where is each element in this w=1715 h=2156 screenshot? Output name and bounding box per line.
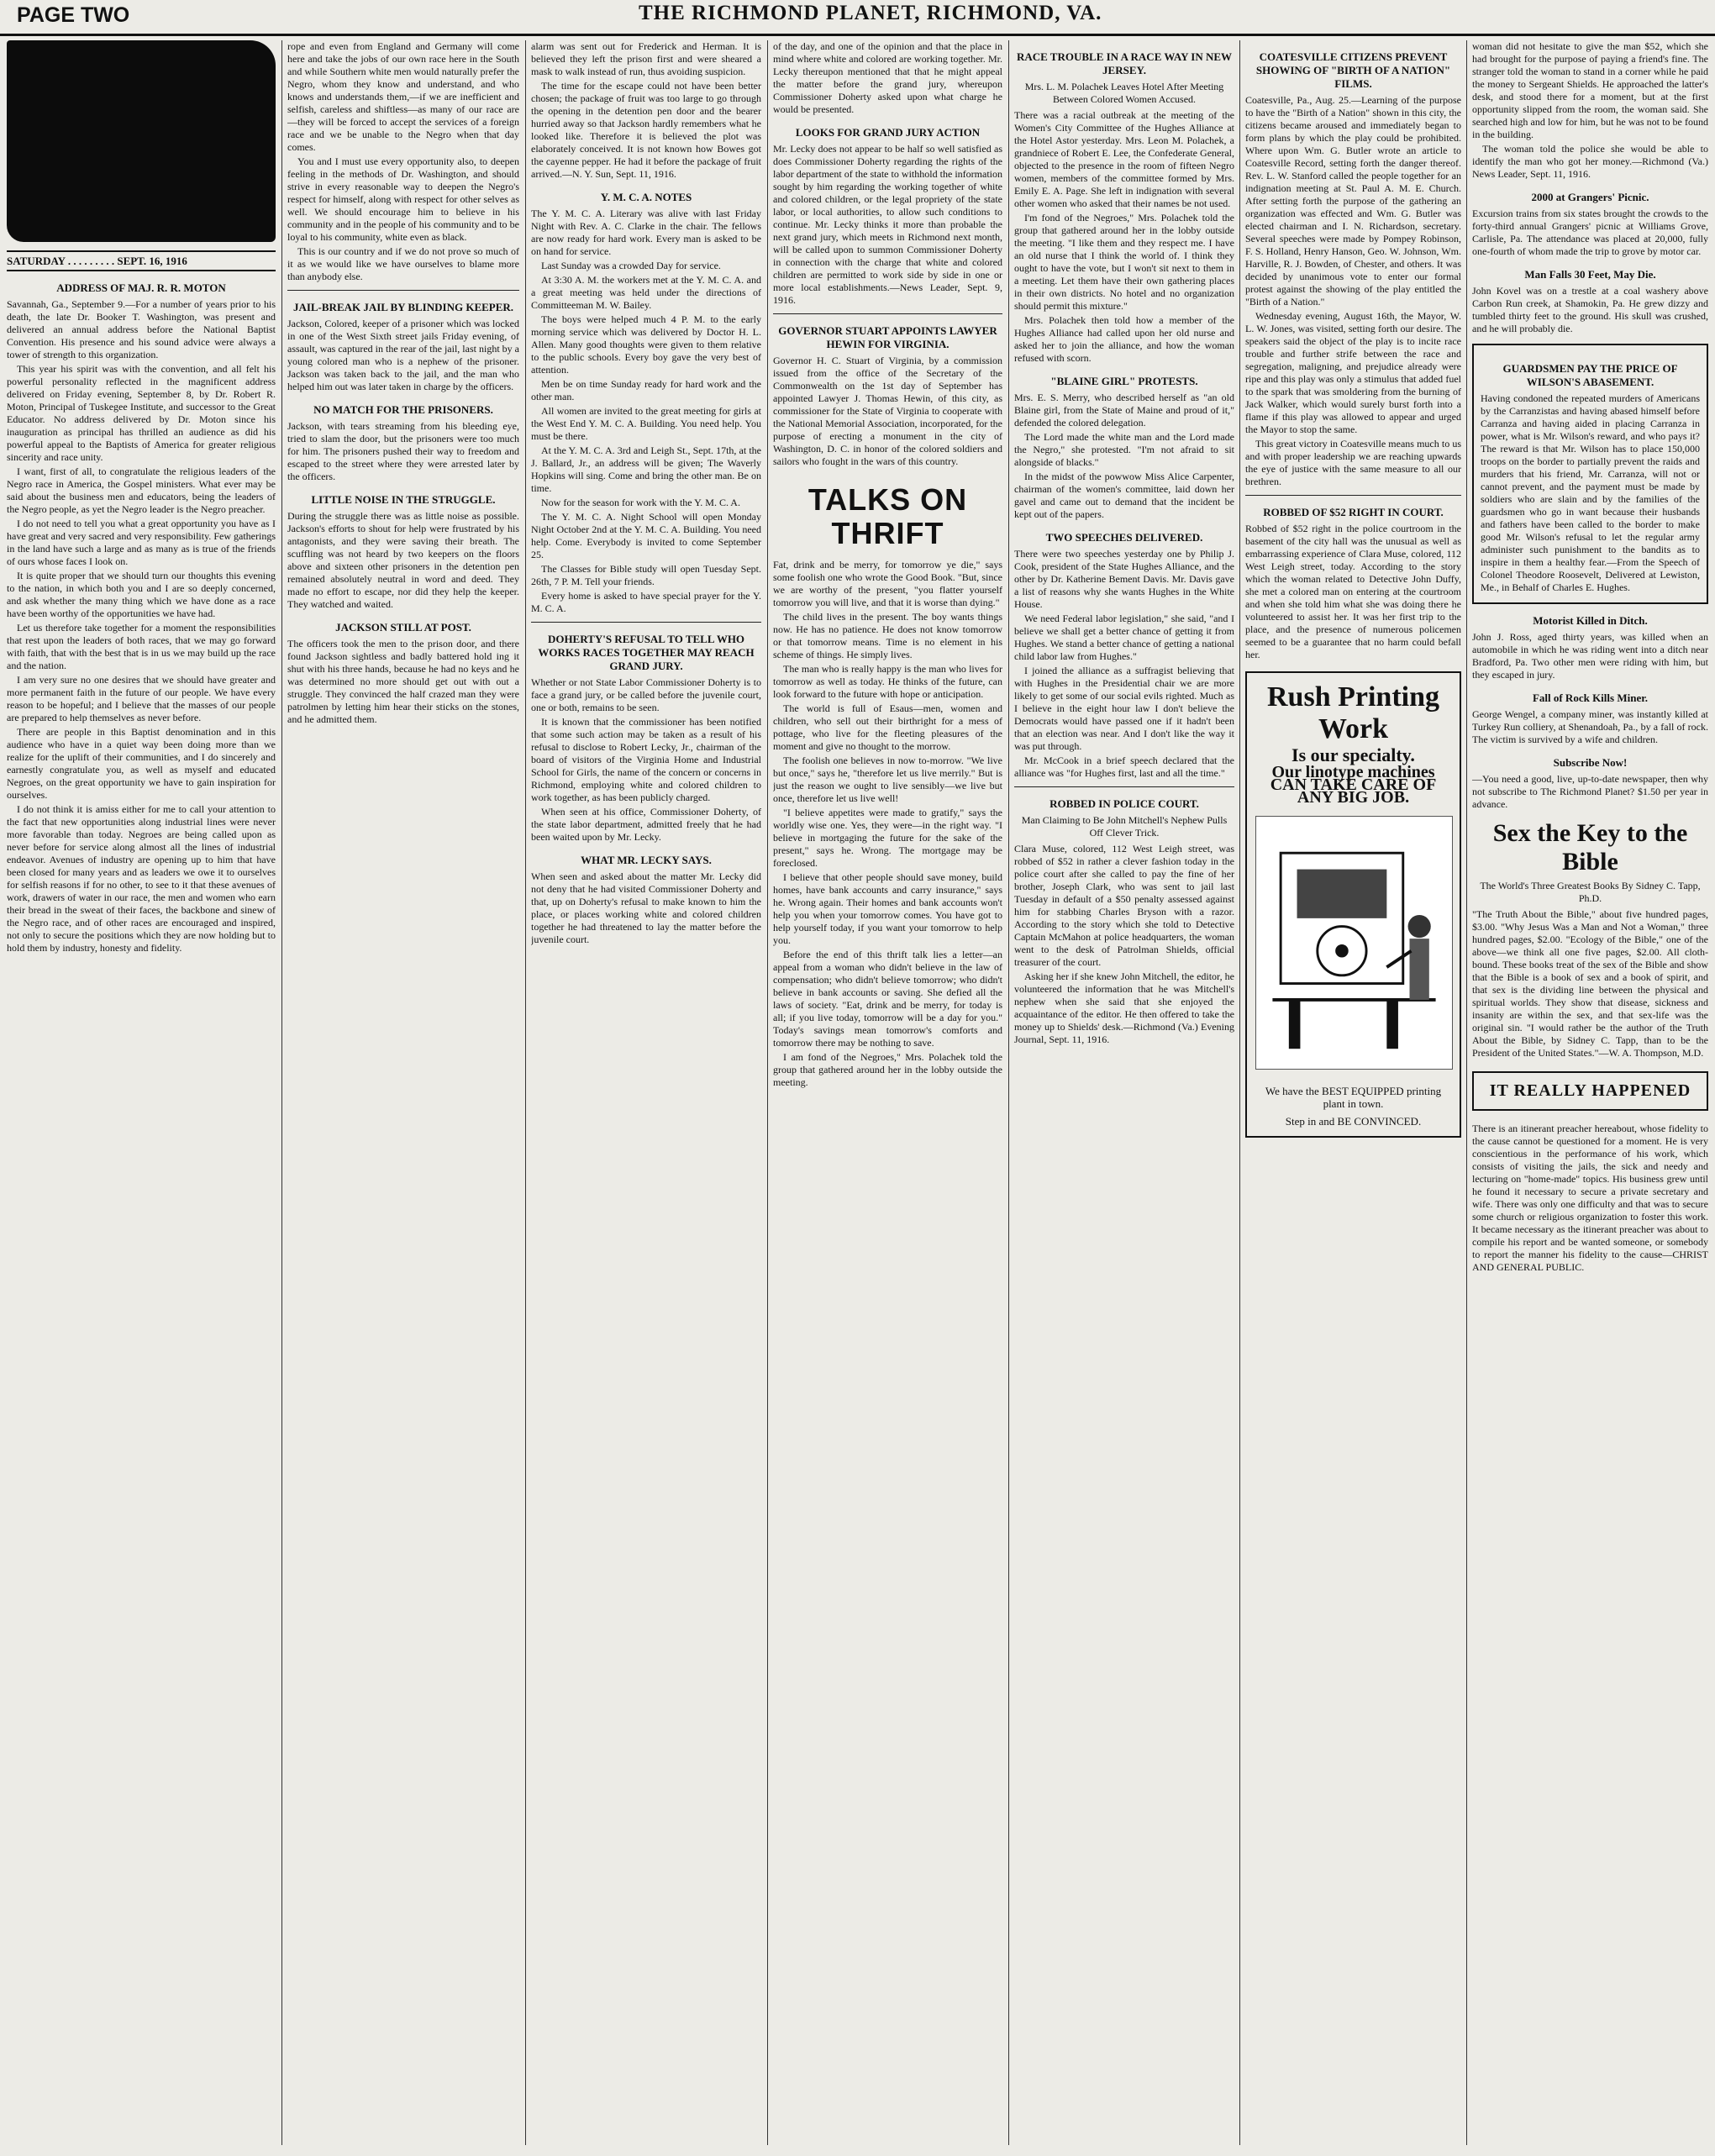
paragraph: Whether or not State Labor Commissioner Doherty is to face a grand jury, or be called before the juvenile court, one or both, remains to be seen. xyxy=(531,676,761,713)
headline-subscribe: Subscribe Now! xyxy=(1553,756,1628,769)
subheadline: The World's Three Greatest Books By Sidney C. Tapp, Ph.D. xyxy=(1480,880,1701,904)
page-number: PAGE TWO xyxy=(17,3,130,27)
guardsmen-box xyxy=(1472,344,1708,604)
paragraph: Before the end of this thrift talk lies a letter—an appeal from a woman who didn't believe in the law of compensation; who didn't believe tomorrow; who didn't believe in bank accounts or saving. She defied all the laws of society. "Eat, drink and be merry, for today is all; if you live today, tomorrow will be a day for you." Today's savings mean tomorrow's comforts and tomorrow there may be nothing to save. xyxy=(773,949,1002,1049)
paragraph: —You need a good, live, up-to-date newspaper, then why not subscribe to The Richmond Planet? $1.50 per year in advance. xyxy=(1472,773,1708,810)
column-5 xyxy=(1014,40,1234,2145)
paragraph: It is quite proper that we should turn our thoughts this evening to the nation, in which both you and I are so deeply concerned, and ask whether the many thing which we have done as a race have been worthy of the opportunities we have had. xyxy=(7,570,276,619)
paragraph: George Wengel, a company miner, was instantly killed at Turkey Run colliery, at Shenandoah, Pa., by a fall of rock. The victim is survived by a wife and children. xyxy=(1472,708,1708,745)
subheadline: Mrs. L. M. Polachek Leaves Hotel After Meeting Between Colored Women Accused. xyxy=(1024,81,1224,105)
headline-two-speeches: TWO SPEECHES DELIVERED. xyxy=(1045,531,1203,544)
section-rule xyxy=(1245,495,1461,496)
paragraph: The Classes for Bible study will open Tuesday Sept. 26th, 7 P. M. Tell your friends. xyxy=(531,563,761,587)
headline-talks-on-thrift: TALKS ON THRIFT xyxy=(808,482,968,550)
rush-printing-ad xyxy=(1245,671,1461,1138)
paragraph: Mr. Lecky does not appear to be half so well satisfied as does Commissioner Doherty regarding the rights of the labor department of the state to withhold the information sought by him regarding the working together of white and colored children, or the legal propriety of the state labor, or local authorities, to allow such conditions to continue. Mr. Lecky thinks it more than probable the next grand jury, which meets in Richmond next month, will be called upon to summon Commissioner Doherty in connection with the charge that white and colored children are permitted to work side by side in one or more local establishments.—News Leader, Sept. 9, 1916. xyxy=(773,143,1002,306)
headline-grangers: 2000 at Grangers' Picnic. xyxy=(1531,191,1649,203)
paragraph: The child lives in the present. The boy wants things now. He has no patience. He does not know tomorrow or that tomorrow means. Time is no element in his scheme of things. He simply lives. xyxy=(773,611,1002,660)
headline-governor: GOVERNOR STUART APPOINTS LAWYER HEWIN FOR VIRGINIA. xyxy=(778,324,997,350)
paragraph: The officers took the men to the prison door, and there found Jackson sightless and badly battered hold ing it shut with his three hands, because he had no keys and he was determined no more should get out with out a struggle. They convinced the half crazed man they were patrolmen by letting him hear their sticks on the stones, and he admitted them. xyxy=(287,638,519,725)
paragraph: The foolish one believes in now to-morrow. "We live but once," says he, "therefore let us live merrily." But is just the reason we ought to live sensibly—we live but once, therefore let us live well! xyxy=(773,755,1002,804)
paragraph: It is known that the commissioner has been notified that some such action may be taken as a result of his refusal to disclose to Robert Lecky, Jr., chairman of the board of visitors of the Virginia Home and Industrial School for Girls, the name of the concern or concerns in Richmond, employing white and colored children to work together, as has been publicly charged. xyxy=(531,716,761,803)
paragraph: There are people in this Baptist denomination and in this audience who have in a quiet way been doing more than we realize for the uplift of their communities, and I do sincerely and earnestly congratulate you, as well as myself and educated Negroes, on the great opportunity we have to gain inspiration for ourselves. xyxy=(7,726,276,801)
paragraph: Men be on time Sunday ready for hard work and the other man. xyxy=(531,378,761,402)
paragraph: Robbed of $52 right in the police courtroom in the basement of the city hall was the unusual as well as embarrassing experience of Clara Muse, colored, 112 West Leigh street, today. According to the story which the woman related to Detective John Duffy, she met a colored man on entering at the courtroom and when she told him what she was doing there he volunteered to assist her. It was her first trip to the place, and the presence of numerous policemen seemed to be a guarantee that no harm could befall her. xyxy=(1245,523,1461,660)
paragraph: I am fond of the Negroes," Mrs. Polachek told the group that gathered around her in the lobby outside the meeting. xyxy=(773,1051,1002,1088)
paragraph: Jackson, Colored, keeper of a prisoner which was locked in one of the West Sixth street jails Friday evening, of assault, was captured in the rear of the jail, last night by a young colored man who is a nephew of the prisoner. Jackson was taken back to the jail, and the man who helped him out was later taken in charge by the officers. xyxy=(287,318,519,392)
section-rule xyxy=(773,313,1002,314)
subheadline: Man Claiming to Be John Mitchell's Nephew Pulls Off Clever Trick. xyxy=(1021,814,1228,839)
paragraph: Governor H. C. Stuart of Virginia, by a commission issued from the office of the Secretary of the Commonwealth on the 1st day of September has appointed Lawyer J. Thomas Hewin, of this city, as commissioner for the State of Virginia to cooperate with the National Memorial Association, incorporated, for the purpose of erecting a monument in the city of Washington, D. C. in honor of the colored soldiers and sailors who fought in the wars of this country. xyxy=(773,355,1002,467)
ad-convinced: Step in and BE CONVINCED. xyxy=(1285,1115,1422,1128)
headline-blaine-girl: "BLAINE GIRL" PROTESTS. xyxy=(1050,375,1198,387)
paragraph: Mrs. Polachek then told how a member of the Hughes Alliance had called upon her old nurse and asked her to join the alliance, and how the woman refused with scorn. xyxy=(1014,314,1234,364)
headline-grand-jury: LOOKS FOR GRAND JURY ACTION xyxy=(795,126,981,139)
paragraph: Wednesday evening, August 16th, the Mayor, W. L. W. Jones, was visited, setting forth our desire. The speakers said the object of the play is to incite race trouble and further strife between the race and segregation, maligning, and prejudice already were ripe and this play was only a stimulus that added fuel to the spark that was smoldering from the burning of Jack Walker, which would surely burst forth into a flame if this play was allowed to appear and urged the Mayor to stop the same. xyxy=(1245,310,1461,435)
masthead xyxy=(0,0,1715,36)
column-divider xyxy=(767,40,768,2145)
paragraph: We need Federal labor legislation," she said, "and I believe we shall get a better chance of getting it from Hughes. We stand a better chance of getting a national child labor law from Hughes." xyxy=(1014,613,1234,662)
paragraph: Excursion trains from six states brought the crowds to the forty-third annual Grangers' picnic at Williams Grove, Carlisle, Pa. The attendance was placed at 20,000, fully one-fourth of whom made the trip to grove by motor car. xyxy=(1472,208,1708,257)
paragraph: You and I must use every opportunity also, to deepen feeling in the methods of Dr. Washington, and should strive in every reasonable way to deepen the Negro's respect for himself, along with respect for other selves as well. We should encourage him to believe in his community and in the people of his community and to be loyal to his community, white even as black. xyxy=(287,155,519,243)
paragraph: Coatesville, Pa., Aug. 25.—Learning of the purpose to have the "Birth of a Nation" shown in this city, the citizens became aroused and immediately began to form plans by which the play could be prohibited. Where upon Wm. G. Butler wrote an article to Coatesville Record, setting forth the danger thereof. Rev. L. W. Stanford called the people together for an indignation meeting at St. Paul A. M. E. Church. After setting forth the purpose of the gathering an organization was effected and Wm. G. Butler was elected chairman and I. N. Richardson, secretary. Several speeches were made by Pompey Robinson, F. S. Holland, Henry Hanson, Geo. W. Johnson, Wm. Harville, R. J. Bowden, of Chester, and others. It was decided by unanimous vote to enter our formal protest against the showing of the play entitled the "Birth of a Nation." xyxy=(1245,94,1461,308)
paragraph: woman did not hesitate to give the man $52, which she had brought for the purpose of paying a friend's fine. The stranger told the woman to stand in a corner while he paid the money to Sergeant Shields. He approached the latter's desk, and stood there for a moment, but at the first opportunity slipped from the room, the woman said. She searched high and low for him, but he was not to be found in the building. xyxy=(1472,40,1708,140)
paragraph: John J. Ross, aged thirty years, was killed when an automobile in which he was riding went into a ditch near Bradford, Pa. Two other men were riding with him, but they escaped in jury. xyxy=(1472,631,1708,681)
headline-it-really-happened: IT REALLY HAPPENED xyxy=(1472,1071,1708,1111)
headline-motorist: Motorist Killed in Ditch. xyxy=(1533,614,1648,627)
paragraph: Having condoned the repeated murders of Americans by the Carranzistas and having abased himself before Carranza and having aided in placing Carranza in power, what is Mr. Wilson's reward, and who pays it? The reward is that Mr. Wilson has to place 150,000 troops on the border to partially prevent the raids and murders that his friend, Mr. Carranza, will not or cannot prevent, and the payment must be made by soldiers who are slain and by the families of the guardsmen who go in want because their husbands and fathers have been called to the border to make good Mr. Wilson's refusal to let the regular army administer such punishment to the bandits as to inspire in them a healthy fear.—From the Speech of Colonel Theodore Roosevelt, Delivered at Lewiston, Me., in Behalf of Charles E. Hughes. xyxy=(1481,392,1700,593)
section-rule xyxy=(531,622,761,623)
paragraph: At 3:30 A. M. the workers met at the Y. M. C. A. and a great meeting was held under the directions of Committeeman M. W. Bailey. xyxy=(531,274,761,311)
paragraph: This great victory in Coatesville means much to us and with proper leadership we are reaching upwards the eye of justice with the same measure to all our brethren. xyxy=(1245,438,1461,487)
paragraph: "The Truth About the Bible," about five hundred pages, $3.00. "Why Jesus Was a Man and Not a Woman," three hundred pages, $2.00. "Ecology of the Bible," one of the above—we think all one five pages, $2.00. All cloth-bound. These books treat of the sex of the Bible and show that the Bible is a book of sex and a book of spirit, and that sex is the dividing line between the physical and spiritual worlds. They show that disease, sickness and insanity are within the sex, and that sex-life was the original sin. "I would rather be the author of the Truth About the Bible, by Sidney C. Tapp, than to be the President of the United States."—W. A. Thompson, M.D. xyxy=(1472,908,1708,1059)
paragraph: Jackson, with tears streaming from his bleeding eye, tried to slam the door, but the prisoners were too much for him. The prisoners pushed their way to freedom and escaped to the street where they were arrested later by the officers. xyxy=(287,420,519,482)
column-divider xyxy=(1466,40,1467,2145)
column-divider xyxy=(1239,40,1240,2145)
paragraph: The man who is really happy is the man who lives for tomorrow as well as today. He thinks of the future, can look forward to the future with hope or anticipation. xyxy=(773,663,1002,700)
paragraph: I want, first of all, to congratulate the religious leaders of the Negro race in America, the Gospel ministers. What ever may be said about the business men and educators, being the leaders of the Negro people, as yet the Negro leader is the Negro preacher. xyxy=(7,465,276,515)
column-divider xyxy=(281,40,282,2145)
paragraph: Savannah, Ga., September 9.—For a number of years prior to his death, the late Dr. Booker T. Washington, was present and delivered an annual address before the National Baptist Convention. His presence and his sound advice were always a tower of strength to this organization. xyxy=(7,298,276,360)
headline-lecky: WHAT MR. LECKY SAYS. xyxy=(581,854,712,866)
paragraph: The time for the escape could not have been better chosen; the package of fruit was too large to go through the opening in the detention pen door and the bearer hurried away so that Jackson hardly remembers what he looked like. Therefore it is believed the plot was elaborately conceived. It is not known how Bowes got the cayenne pepper. He had it before the package of fruit arrived.—N. Y. Sun, Sept. 11, 1916. xyxy=(531,80,761,180)
paragraph: Let us therefore take together for a moment the responsibilities that rest upon the leaders of both races, that we may go forward with faith, that with the best that is in us we may build up the race and the nation. xyxy=(7,622,276,671)
dateline: SATURDAY . . . . . . . . . SEPT. 16, 1916 xyxy=(7,250,276,271)
paragraph: At the Y. M. C. A. 3rd and Leigh St., Sept. 17th, at the J. Ballard, Jr., an address will be given; The Waverly Hopkins will sing. Come and bring the other man. Be on time. xyxy=(531,444,761,494)
paragraph: All women are invited to the great meeting for girls at the West End Y. M. C. A. Building. You need help. You must be there. xyxy=(531,405,761,442)
paragraph: There was a racial outbreak at the meeting of the Women's City Committee of the Hughes Alliance at the Hotel Astor yesterday. Mrs. Leon M. Polachek, a grandniece of Robert E. Lee, the Confederate General, objected to the presence in the room of fifteen Negro women, members of the committee formed by Mrs. Emily E. A. Page. She left in indignation with several other women who asked that their names be not used. xyxy=(1014,109,1234,209)
paragraph: Every home is asked to have special prayer for the Y. M. C. A. xyxy=(531,590,761,614)
column-4 xyxy=(773,40,1002,2145)
headline-robbed-court: ROBBED OF $52 RIGHT IN COURT. xyxy=(1263,506,1444,518)
headline-robbed-police: ROBBED IN POLICE COURT. xyxy=(1050,797,1199,810)
newspaper-name: THE RICHMOND PLANET, RICHMOND, VA. xyxy=(639,2,1102,24)
headline-guardsmen: GUARDSMEN PAY THE PRICE OF WILSON'S ABASEMENT. xyxy=(1502,362,1678,388)
paragraph: In the midst of the powwow Miss Alice Carpenter, chairman of the women's committee, laid down her gavel and came out to demand that the incident be kept out of the papers. xyxy=(1014,471,1234,520)
paragraph: When seen and asked about the matter Mr. Lecky did not deny that he had visited Commissioner Doherty and that, up on Doherty's refusal to make known to him the place, or places working white and colored children together he had threatened to lay the matter before the juvenile court. xyxy=(531,870,761,945)
headline-coatesville: COATESVILLE CITIZENS PREVENT SHOWING OF "BIRTH OF A NATION" FILMS. xyxy=(1255,50,1451,90)
ink-blot-image xyxy=(7,40,276,242)
paragraph: When seen at his office, Commissioner Doherty, of the state labor department, admitted freely that he had been waited upon by Mr. Lecky. xyxy=(531,806,761,843)
column-1 xyxy=(7,40,276,2145)
headline-moton: ADDRESS OF MAJ. R. R. MOTON xyxy=(56,281,226,294)
headline-doherty: DOHERTY'S REFUSAL TO TELL WHO WORKS RACES TOGETHER MAY REACH GRAND JURY. xyxy=(538,633,755,672)
headline-jackson-post: JACKSON STILL AT POST. xyxy=(335,621,471,634)
paragraph: John Kovel was on a trestle at a coal washery above Carbon Run creek, at Shamokin, Pa. He grew dizzy and tumbled thirty feet to the ground. His skull was crushed, and he will probably die. xyxy=(1472,285,1708,334)
paragraph: The world is full of Esaus—men, women and children, who sell out their birthright for a mess of pottage, who live for the fleeting pleasures of the moment and give no thought to the morrow. xyxy=(773,702,1002,752)
paragraph: This year his spirit was with the convention, and all felt his powerful personality reflected in the magnificent address delivered on Friday evening, September 8, by Dr. Robert R. Moton, Principal of Tuskegee Institute, and successor to the Great Educator. No address delivered by Dr. Moton since his inauguration as principal has thrilled an audience as did his powerful appeal to the Baptists of America for greater religious sincerity and race unity. xyxy=(7,363,276,463)
paragraph: Mr. McCook in a brief speech declared that the alliance was "for Hughes first, last and all the time." xyxy=(1014,755,1234,779)
ad-tagline: Our linotype machines CAN TAKE CARE OF ANY BIG JOB. xyxy=(1270,763,1437,807)
paragraph: "I believe appetites were made to gratify," says the worldly wise one. Yes, they were—in the right way. "I believe in mortgaging the future for the sake of the present," says he. Wrong. The mortgage may be foreclosed. xyxy=(773,807,1002,869)
paragraph: Clara Muse, colored, 112 West Leigh street, was robbed of $52 in rather a clever fashion today in the police court after she called to pay the fine of her brother, Joseph Clark, who was sent to jail last Tuesday in default of a $50 penalty assessed against him for stabbing Charles Bryson with a razor. According to the story which she told to Detective Captain McMahon at police headquarters, the woman went to the desk of Patrolman Shields, official treasurer of the court. xyxy=(1014,843,1234,968)
section-rule xyxy=(287,290,519,291)
paragraph: During the struggle there was as little noise as possible. Jackson's efforts to shout for help were frustrated by his antagonists, and they were saving their breath. The scuffling was not heard by two keepers on the floors above and sixteen other prisoners in the detention pen remained absolutely neutral in word and deed. They made no effort to escape, nor did they help the keeper. They watched and waited. xyxy=(287,510,519,610)
paragraph: The Y. M. C. A. Night School will open Monday Night October 2nd at the Y. M. C. A. Building. You need help. Come. Everybody is invited to come September 25. xyxy=(531,511,761,560)
printing-press-illustration xyxy=(1255,816,1453,1070)
headline-jail-break: JAIL-BREAK JAIL BY BLINDING KEEPER. xyxy=(292,301,514,313)
paragraph: Last Sunday was a crowded Day for service. xyxy=(541,260,721,271)
paragraph: The Y. M. C. A. Literary was alive with last Friday Night with Rev. A. C. Clarke in the chair. The fellows are now ready for hard work. Every man is asked to be on hand for service. xyxy=(531,208,761,257)
paragraph: rope and even from England and Germany will come here and take the jobs of our own race here in the South and while Southern white men would naturally prefer the Negro, whom they know and understand, and who knows and understands them,—if we are inefficient and selfish, careless and shiftless—as many of our race are —they will be forced to accept the services of a foreign race and we be unable to the Negro when that day comes. xyxy=(287,40,519,153)
section-rule xyxy=(1014,786,1234,787)
paragraph: alarm was sent out for Frederick and Herman. It is believed they left the prison first and were sheared a mask to walk instead of run, thus avoiding suspicion. xyxy=(531,40,761,77)
paragraph: Now for the season for work with the Y. M. C. A. xyxy=(541,497,740,508)
headline-no-match: NO MATCH FOR THE PRISONERS. xyxy=(313,403,493,416)
column-3 xyxy=(531,40,761,2145)
headline-race-trouble: RACE TROUBLE IN A RACE WAY IN NEW JERSEY. xyxy=(1016,50,1233,76)
paragraph: I joined the alliance as a suffragist believing that with Hughes in the Presidential chair we are more likely to get some of our social evils righted. Much as I believe in the eight hour law I don't believe the Democrats would have passed one if it hadn't been that an election was near. And I don't like the way it was put through. xyxy=(1014,665,1234,752)
ad-equipped: We have the BEST EQUIPPED printing plant in town. xyxy=(1265,1085,1442,1110)
paragraph: There is an itinerant preacher hereabout, whose fidelity to the cause cannot be questioned for a moment. He is very conscientious in the performance of his work, which consists of visiting the jails, the sick and needy and lecturing on "home-made" topics. His business grew until he found it necessary to secure a private secretary and wife. There was only one difficulty and that was to secure some church or religious organization to foster this work. It became necessary as the itinerant preacher was about to compile his report and be wanted someone, or somebody to report the manner his fidelity to the cause—CHRIST AND GENERAL PUBLIC. xyxy=(1472,1123,1708,1273)
column-6 xyxy=(1245,40,1461,2145)
column-divider xyxy=(525,40,526,2145)
headline-man-falls: Man Falls 30 Feet, May Die. xyxy=(1524,268,1656,281)
column-divider xyxy=(1008,40,1009,2145)
paragraph: I'm fond of the Negroes," Mrs. Polachek told the group that gathered around her in the lobby outside the meeting. "I like them and they respect me. I have an old nurse that I think the world of. I think they ought to have the vote, but I won't sit next to them in a meeting. Let them have their own gathering places in their own districts. No hotel and no organization should permit this mixture." xyxy=(1014,212,1234,312)
headline-sex-key: Sex the Key to the Bible xyxy=(1492,819,1688,876)
paragraph: Mrs. E. S. Merry, who described herself as "an old Blaine girl, from the State of Maine and proud of it," defended the colored delegation. xyxy=(1014,392,1234,429)
headline-little-noise: LITTLE NOISE IN THE STRUGGLE. xyxy=(311,493,496,506)
paragraph: I do not need to tell you what a great opportunity you have as I have great and very sacred and very responsibility. Few gatherings in the land have such a large and as many as is true of the friends of ours whose faces I look on. xyxy=(7,518,276,567)
paragraph: This is our country and if we do not prove so much of it as we would like we have ourselves to blame more than anybody else. xyxy=(287,245,519,282)
paragraph: The Lord made the white man and the Lord made the Negro," she protested. "I'm not afraid to sit alongside of blacks." xyxy=(1014,431,1234,468)
paragraph: I believe that other people should save money, build homes, have bank accounts and carry insurance," says he. Wrong again. Their homes and bank accounts won't help you when your tomorrow comes. You have got to help yourself today, if you want your tomorrow to help you. xyxy=(773,871,1002,946)
ad-title: Rush Printing Work xyxy=(1267,681,1439,744)
headline-ymca: Y. M. C. A. NOTES xyxy=(600,191,692,203)
ad-subtitle: Is our specialty. xyxy=(1292,744,1415,765)
paragraph: I do not think it is amiss either for me to call your attention to the fact that new opportunities along industrial lines were never more favorable than today. Negroes are being called upon as never before for service along almost all the lines of industrial endeavor. Avenues of industry are opening up to him that have been closed for many years and as leaders we owe it to ourselves for selfish reasons if for no other, to see to it that these avenues of work, drawers of water in our race, the men and women who earn their bread in the sweat of their faces, the backbone and sinew of the Negro race, and of other races are encouraged and inspired, not only to secure the positions which they are now holding but to hold them by industry, honesty and fidelity. xyxy=(7,803,276,954)
paragraph: The woman told the police she would be able to identify the man who got her money.—Richmond (Va.) News Leader, Sept. 11, 1916. xyxy=(1472,143,1708,180)
paragraph: Fat, drink and be merry, for tomorrow ye die," says some foolish one who wrote the Good Book. "But, since we are worthy of the present, "you flatter yourself tomorrow you will live, and that it is worse than dying." xyxy=(773,559,1002,608)
column-7 xyxy=(1472,40,1708,2145)
column-2 xyxy=(287,40,519,2145)
headline-rock: Fall of Rock Kills Miner. xyxy=(1532,691,1649,704)
paragraph: There were two speeches yesterday one by Philip J. Cook, president of the State Hughes Alliance, and the other by Dr. Katherine Bement Davis. Mr. Davis gave a list of reasons why she wants Hughes in the White House. xyxy=(1014,548,1234,610)
paragraph: I am very sure no one desires that we should have greater and more permanent faith in the future of our people. We have every reason to be hopeful; and I believe that the masses of our people are prepared to help themselves as never before. xyxy=(7,674,276,723)
paragraph: Asking her if she knew John Mitchell, the editor, he volunteered the information that he was Mitchell's nephew when she said that she enjoyed the acquaintance of the editor. He then offered to take the money up to Shields' desk.—Richmond (Va.) Evening Journal, Sept. 11, 1916. xyxy=(1014,970,1234,1045)
paragraph: The boys were helped much 4 P. M. to the early morning service which was delivered by Doctor H. L. Allen. Many good thoughts were given to them relative to the public schools. Every boy gave the very best of attention. xyxy=(531,313,761,376)
paragraph: of the day, and one of the opinion and that the place in mind where white and colored are working together. Mr. Lecky thereupon mentioned that that he might appeal the matter before the grand jury, whereupon Commissioner Doherty asked upon what charge he would be presented. xyxy=(773,40,1002,115)
